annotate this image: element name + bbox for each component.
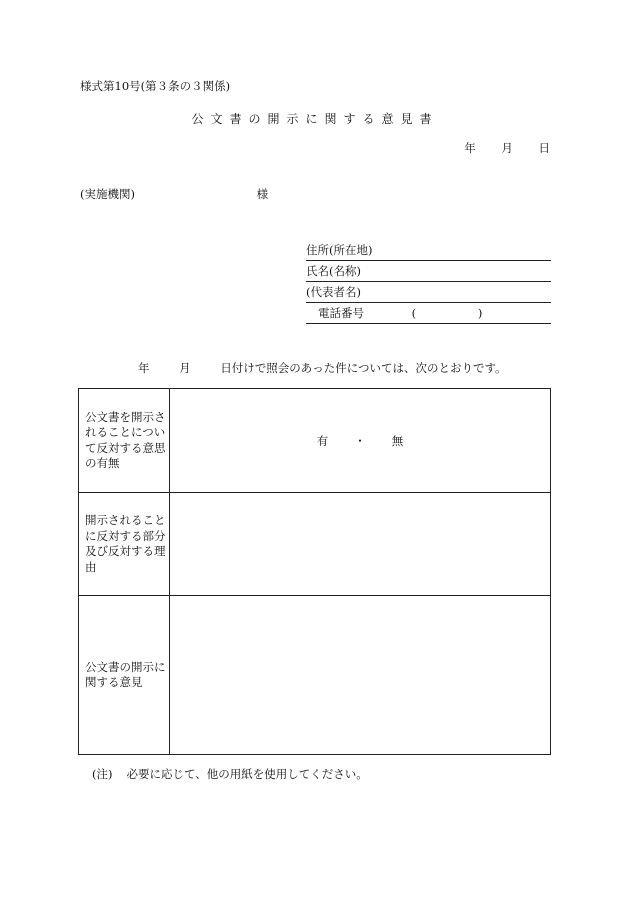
date-day: 日 [538,141,550,155]
table-row [79,493,551,596]
date-month: 月 [501,141,513,155]
representative-label: (代表者名) [306,285,361,299]
phone-label: 電話番号 [318,306,364,320]
applicant-block [306,240,551,324]
inquiry-year: 年 [138,361,150,375]
form-number: 様式第10号(第３条の３関係) [80,79,231,93]
phone-paren-close: ) [477,306,483,320]
objection-reason-field[interactable] [170,493,551,596]
opinion-field[interactable] [170,596,551,755]
recipient-honorific: 様 [256,187,269,201]
note-text: 必要に応じて、他の用紙を使用してください。 [126,767,368,781]
address-field[interactable] [306,240,551,261]
recipient-org-label: (実施機関) [80,187,135,201]
note-marker: (注) [92,767,113,781]
inquiry-month: 月 [179,361,191,375]
objection-label: 公文書を開示されることについて反対する意思の有無 [79,389,170,493]
choice-yes[interactable]: 有 [316,433,329,448]
representative-field[interactable] [306,282,551,303]
opinion-table [78,388,551,755]
name-field[interactable] [306,261,551,282]
inquiry-sentence [138,360,507,376]
phone-field[interactable] [306,303,551,324]
opinion-label: 公文書の開示に関する意見 [79,596,170,755]
address-label: 住所(所在地) [306,243,373,257]
name-label: 氏名(名称) [306,264,361,278]
objection-choice [170,389,551,493]
footnote [92,766,368,782]
date-line [442,140,550,156]
inquiry-text: 日付けで照会のあった件については、次のとおりです。 [220,361,507,375]
table-row [79,389,551,493]
objection-reason-label: 開示されることに反対する部分及び反対する理由 [79,493,170,596]
date-year: 年 [464,141,476,155]
recipient [80,186,268,202]
document-title: 公文書の開示に関する意見書 [191,112,439,126]
table-row [79,596,551,755]
phone-paren-open: ( [411,306,417,320]
choice-no[interactable]: 無 [391,433,404,448]
choice-separator: ・ [354,433,366,448]
